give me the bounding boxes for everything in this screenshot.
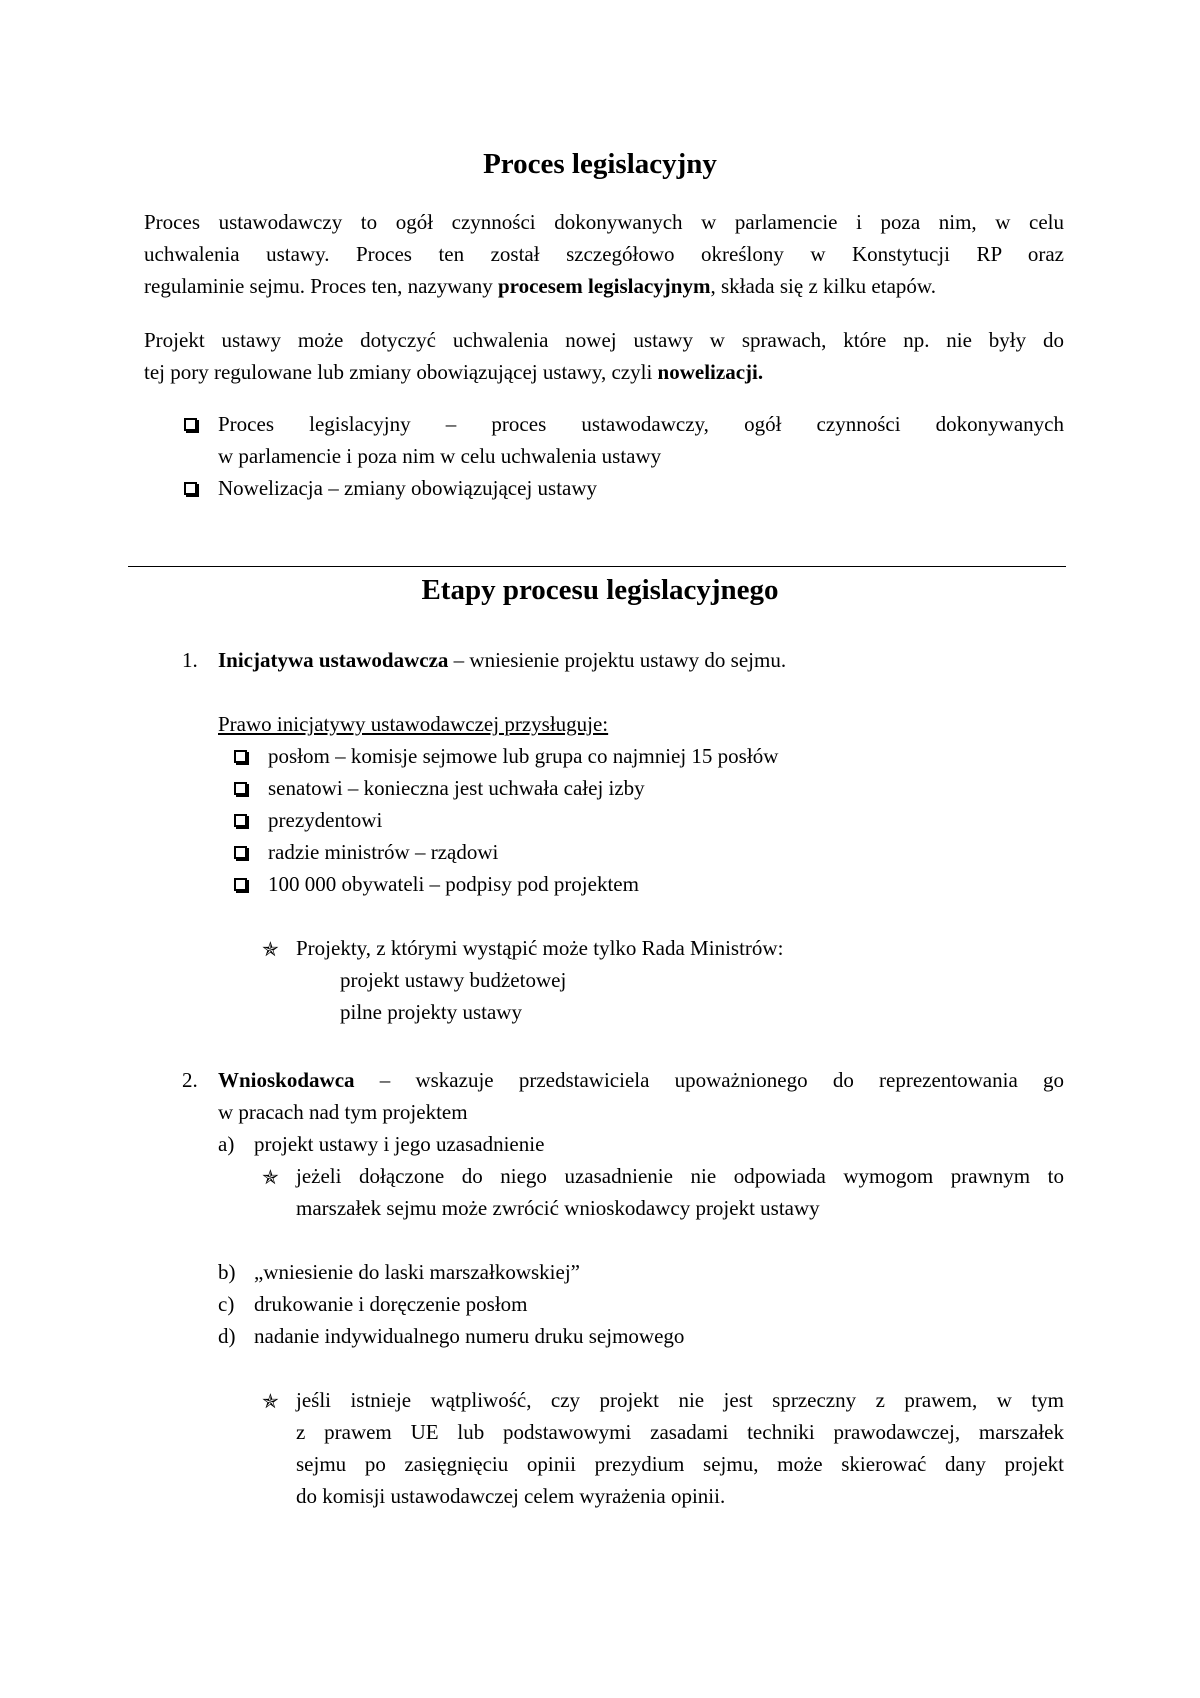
checkbox-bullet-icon bbox=[234, 846, 247, 859]
final-note-line-4: do komisji ustawodawczej celem wyrażenia opinii. bbox=[296, 1484, 726, 1508]
final-note-line-2: z prawem UE lub podstawowymi zasadami techniki prawodawczej, marszałek bbox=[296, 1420, 1064, 1444]
final-note-line-1: jeśli istnieje wątpliwość, czy projekt nie jest sprzeczny z prawem, w tym bbox=[296, 1388, 1064, 1412]
checkbox-bullet-icon bbox=[184, 418, 197, 431]
substep-c-label: c) bbox=[218, 1292, 235, 1316]
paragraph-2-line-1: Projekt ustawy może dotyczyć uchwalenia nowej ustawy w sprawach, które np. nie były do bbox=[144, 328, 1064, 352]
step-1-number: 1. bbox=[182, 648, 198, 672]
right-item: posłom – komisje sejmowe lub grupa co najmniej 15 posłów bbox=[268, 744, 779, 768]
step-2-title-line-2: w pracach nad tym projektem bbox=[218, 1100, 468, 1124]
step-2-title-line-1: Wnioskodawca – wskazuje przedstawiciela upoważnionego do reprezentowania go bbox=[218, 1068, 1064, 1092]
substep-d-text: nadanie indywidualnego numeru druku sejmowego bbox=[254, 1324, 685, 1348]
page-title: Proces legislacyjny bbox=[483, 148, 717, 180]
step-2-number: 2. bbox=[182, 1068, 198, 1092]
substep-c-text: drukowanie i doręczenie posłom bbox=[254, 1292, 528, 1316]
paragraph-2-line-2: tej pory regulowane lub zmiany obowiązującej ustawy, czyli nowelizacji. bbox=[144, 360, 764, 384]
right-item: 100 000 obywateli – podpisy pod projektem bbox=[268, 872, 639, 896]
substep-b-text: „wniesienie do laski marszałkowskiej” bbox=[254, 1260, 580, 1284]
council-note: Projekty, z którymi wystąpić może tylko Rada Ministrów: bbox=[296, 936, 784, 960]
paragraph-1-line-3: regulaminie sejmu. Proces ten, nazywany procesem legislacyjnym, składa się z kilku etapów. bbox=[144, 274, 936, 298]
term-nowelizacji: nowelizacji. bbox=[657, 360, 764, 384]
substep-a-note-line-1: jeżeli dołączone do niego uzasadnienie nie odpowiada wymogom prawnym to bbox=[296, 1164, 1064, 1188]
step-1-title: Inicjatywa ustawodawcza – wniesienie projektu ustawy do sejmu. bbox=[218, 648, 787, 672]
right-item: radzie ministrów – rządowi bbox=[268, 840, 499, 864]
section-divider bbox=[128, 566, 1066, 567]
checkbox-bullet-icon bbox=[234, 814, 247, 827]
substep-a-note-line-2: marszałek sejmu może zwrócić wnioskodawcy projekt ustawy bbox=[296, 1196, 820, 1220]
paragraph-1-line-1: Proces ustawodawczy to ogół czynności dokonywanych w parlamencie i poza nim, w celu bbox=[144, 210, 1064, 234]
substep-d-label: d) bbox=[218, 1324, 236, 1348]
definition-1-line-1: Proces legislacyjny – proces ustawodawczy, ogół czynności dokonywanych bbox=[218, 412, 1064, 436]
right-item: prezydentowi bbox=[268, 808, 383, 832]
initiative-rights-heading: Prawo inicjatywy ustawodawczej przysługuje: bbox=[218, 712, 609, 736]
star-bullet-icon: ✯ bbox=[262, 1391, 279, 1413]
checkbox-bullet-icon bbox=[184, 482, 197, 495]
council-note-item: projekt ustawy budżetowej bbox=[340, 968, 567, 992]
paragraph-1-line-2: uchwalenia ustawy. Proces ten został szczegółowo określony w Konstytucji RP oraz bbox=[144, 242, 1064, 266]
substep-b-label: b) bbox=[218, 1260, 236, 1284]
final-note-line-3: sejmu po zasięgnięciu opinii prezydium sejmu, może skierować dany projekt bbox=[296, 1452, 1064, 1476]
definition-2: Nowelizacja – zmiany obowiązującej ustawy bbox=[218, 476, 598, 500]
substep-a-text: projekt ustawy i jego uzasadnienie bbox=[254, 1132, 545, 1156]
star-bullet-icon: ✯ bbox=[262, 939, 279, 961]
star-bullet-icon: ✯ bbox=[262, 1167, 279, 1189]
council-note-item: pilne projekty ustawy bbox=[340, 1000, 522, 1024]
checkbox-bullet-icon bbox=[234, 782, 247, 795]
section-title: Etapy procesu legislacyjnego bbox=[421, 574, 779, 606]
right-item: senatowi – konieczna jest uchwała całej izby bbox=[268, 776, 645, 800]
substep-a-label: a) bbox=[218, 1132, 235, 1156]
checkbox-bullet-icon bbox=[234, 750, 247, 763]
checkbox-bullet-icon bbox=[234, 878, 247, 891]
definition-1-line-2: w parlamencie i poza nim w celu uchwalenia ustawy bbox=[218, 444, 662, 468]
term-procesem-legislacyjnym: procesem legislacyjnym bbox=[497, 274, 711, 298]
